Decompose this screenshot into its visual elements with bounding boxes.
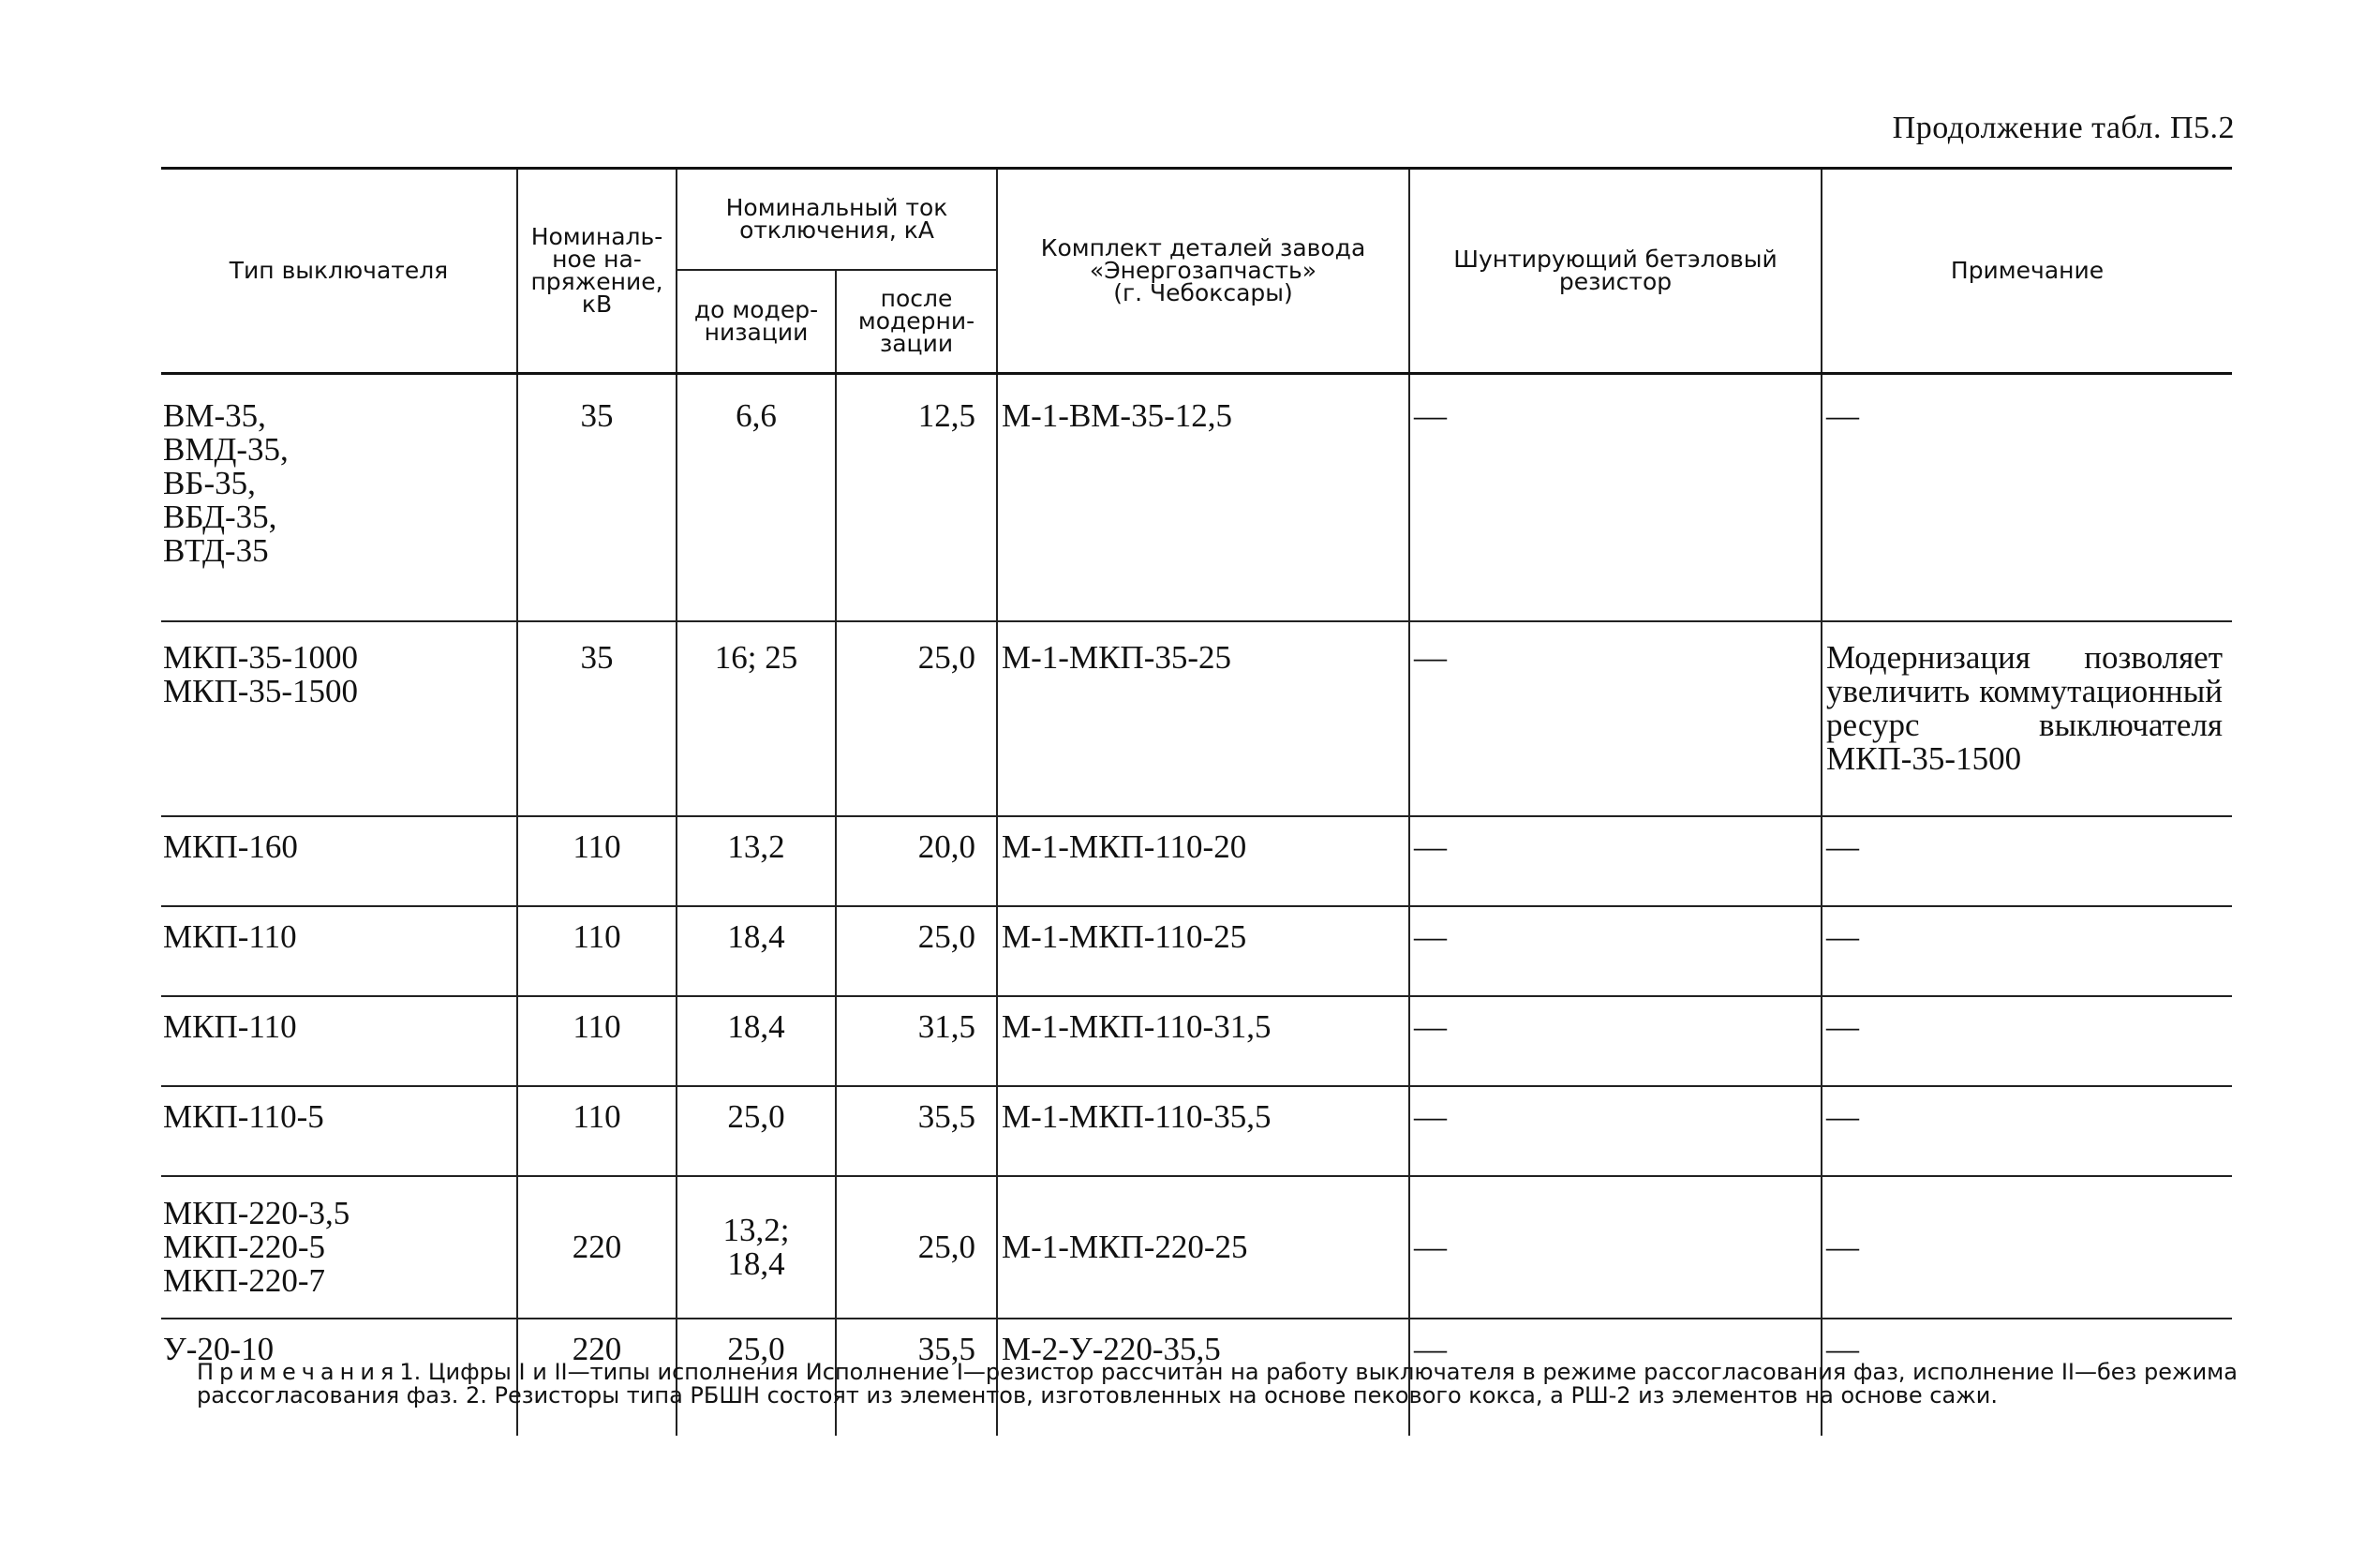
header-current-group: Номинальный ток отключения, кА xyxy=(677,169,997,271)
header-after: после модерни- зации xyxy=(836,270,997,374)
cell-type: У-20-10 xyxy=(161,1319,517,1436)
cell-before: 18,4 xyxy=(677,996,836,1086)
cell-after: 20,0 xyxy=(836,816,997,906)
cell-before: 25,0 xyxy=(677,1086,836,1176)
cell-before: 16; 25 xyxy=(677,621,836,816)
cell-kit: М-1-МКП-35-25 xyxy=(997,621,1409,816)
table-footnote xyxy=(197,1361,2238,1408)
cell-type: ВМ-35, ВМД-35, ВБ-35, ВБД-35, ВТД-35 xyxy=(161,374,517,622)
header-note: Примечание xyxy=(1822,169,2232,374)
cell-kit: М-1-МКП-110-25 xyxy=(997,906,1409,996)
cell-note: — xyxy=(1822,1319,2232,1436)
header-voltage: Номиналь- ное на- пряжение, кВ xyxy=(517,169,677,374)
cell-note: — xyxy=(1822,1086,2232,1176)
cell-before: 13,2 xyxy=(677,816,836,906)
table-row xyxy=(161,621,2232,816)
header-resistor: Шунтирующий бетэловый резистор xyxy=(1409,169,1822,374)
cell-resistor: — xyxy=(1409,1319,1822,1436)
cell-type: МКП-110 xyxy=(161,906,517,996)
cell-note: — xyxy=(1822,374,2232,622)
cell-kit: М-1-ВМ-35-12,5 xyxy=(997,374,1409,622)
header-before: до модер- низации xyxy=(677,270,836,374)
cell-voltage: 220 xyxy=(517,1319,677,1436)
cell-before: 25,0 xyxy=(677,1319,836,1436)
cell-before: 18,4 xyxy=(677,906,836,996)
cell-resistor: — xyxy=(1409,996,1822,1086)
table-row xyxy=(161,816,2232,906)
cell-type: МКП-220-3,5 МКП-220-5 МКП-220-7 xyxy=(161,1176,517,1319)
cell-voltage: 35 xyxy=(517,621,677,816)
table-row xyxy=(161,1086,2232,1176)
cell-after: 35,5 xyxy=(836,1319,997,1436)
header-kit: Комплект деталей завода «Энергозапчасть» (г. Чебоксары) xyxy=(997,169,1409,374)
cell-voltage: 110 xyxy=(517,1086,677,1176)
cell-resistor: — xyxy=(1409,906,1822,996)
cell-voltage: 35 xyxy=(517,374,677,622)
cell-kit: М-1-МКП-110-20 xyxy=(997,816,1409,906)
table-row xyxy=(161,374,2232,622)
cell-type: МКП-160 xyxy=(161,816,517,906)
cell-resistor: — xyxy=(1409,1086,1822,1176)
cell-note: — xyxy=(1822,996,2232,1086)
cell-resistor: — xyxy=(1409,816,1822,906)
cell-note: — xyxy=(1822,1176,2232,1319)
breakers-table xyxy=(161,167,2232,1436)
footnote-label: Примечания xyxy=(197,1359,400,1385)
cell-after: 35,5 xyxy=(836,1086,997,1176)
header-type: Тип выключателя xyxy=(161,169,517,374)
cell-after: 25,0 xyxy=(836,621,997,816)
cell-note: — xyxy=(1822,906,2232,996)
cell-voltage: 110 xyxy=(517,816,677,906)
cell-after: 31,5 xyxy=(836,996,997,1086)
table-row xyxy=(161,906,2232,996)
cell-voltage: 110 xyxy=(517,906,677,996)
cell-voltage: 110 xyxy=(517,996,677,1086)
cell-voltage: 220 xyxy=(517,1176,677,1319)
cell-kit: М-1-МКП-110-31,5 xyxy=(997,996,1409,1086)
table-caption: Продолжение табл. П5.2 xyxy=(1892,111,2235,145)
cell-resistor: — xyxy=(1409,374,1822,622)
cell-note: Модернизация позволяет увеличить коммутационный ресурс выключателя МКП-35-1500 xyxy=(1822,621,2232,816)
cell-before: 6,6 xyxy=(677,374,836,622)
cell-kit: М-1-МКП-110-35,5 xyxy=(997,1086,1409,1176)
cell-note: — xyxy=(1822,816,2232,906)
cell-resistor: — xyxy=(1409,1176,1822,1319)
cell-before: 13,2; 18,4 xyxy=(677,1176,836,1319)
cell-kit: М-1-МКП-220-25 xyxy=(997,1176,1409,1319)
cell-after: 12,5 xyxy=(836,374,997,622)
cell-type: МКП-110 xyxy=(161,996,517,1086)
cell-kit: М-2-У-220-35,5 xyxy=(997,1319,1409,1436)
table-row xyxy=(161,1176,2232,1319)
cell-after: 25,0 xyxy=(836,1176,997,1319)
table-row xyxy=(161,996,2232,1086)
cell-resistor: — xyxy=(1409,621,1822,816)
cell-type: МКП-110-5 xyxy=(161,1086,517,1176)
cell-type: МКП-35-1000 МКП-35-1500 xyxy=(161,621,517,816)
cell-after: 25,0 xyxy=(836,906,997,996)
footnote-text: 1. Цифры I и II—типы исполнения Исполнение I—резистор рассчитан на работу выключателя в режиме рассогласования фаз, исполнение II—без режима рассогласования фаз. 2. Резисторы типа РБШН состоят из элементов, изготовленных на основе пекового кокса, а РШ-2 из элементов на основе сажи. xyxy=(197,1359,2238,1408)
